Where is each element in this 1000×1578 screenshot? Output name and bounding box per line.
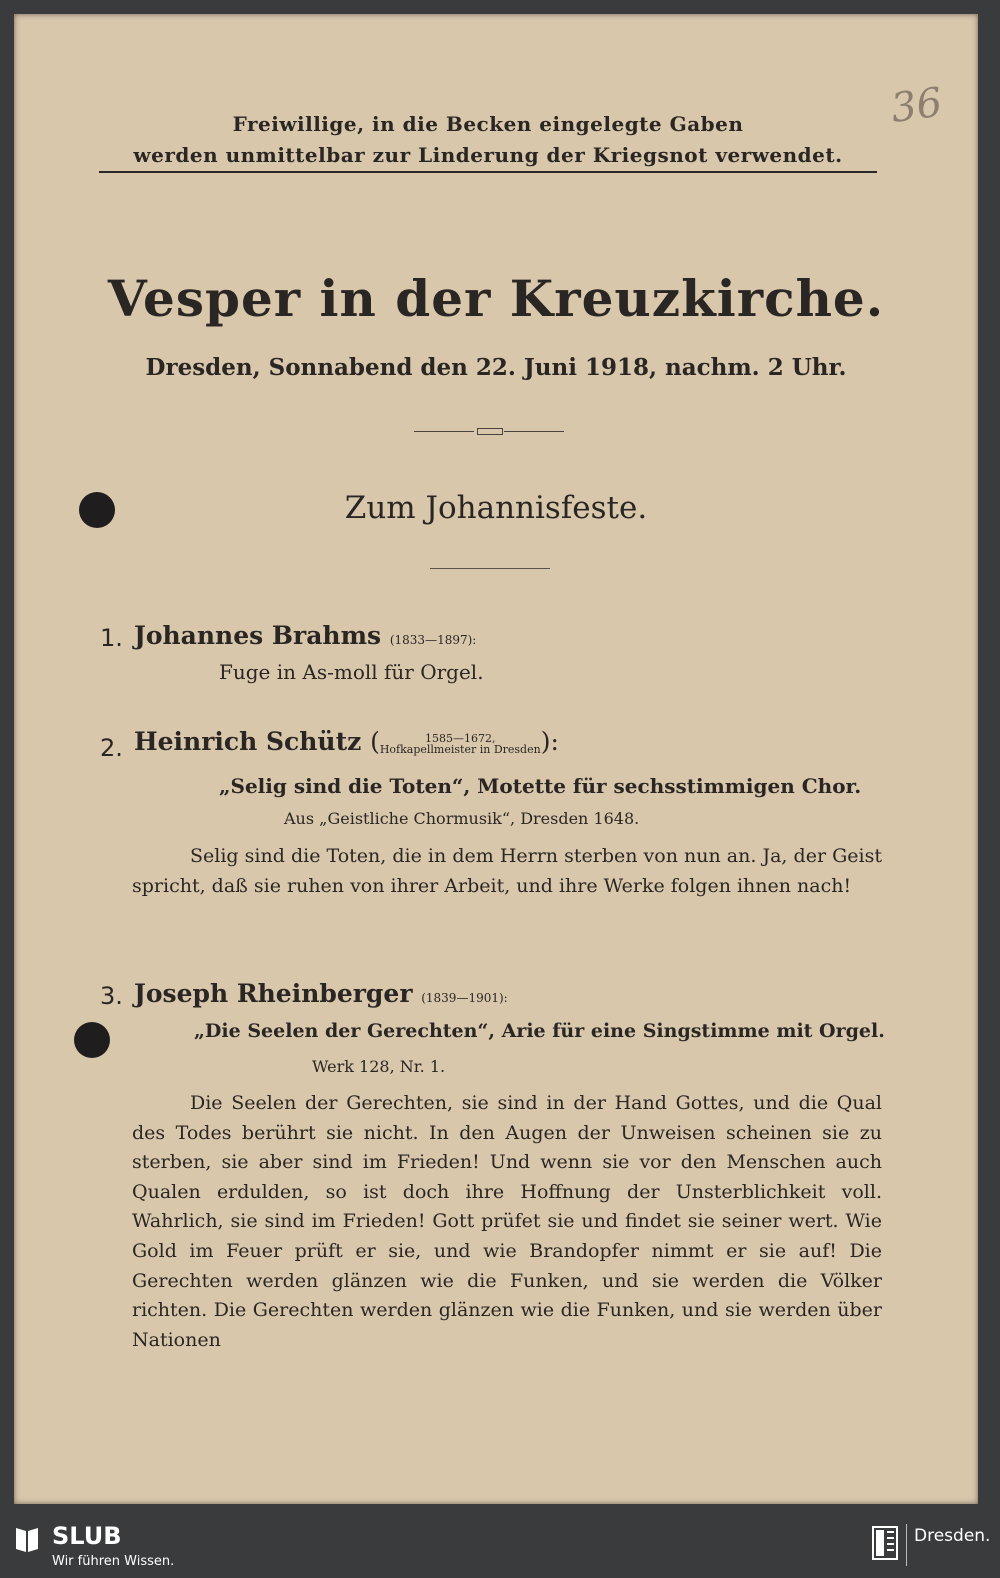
composer-name xyxy=(134,621,476,650)
punch-hole-bottom xyxy=(74,1022,110,1058)
book-icon xyxy=(14,1524,40,1554)
work-source: Werk 128, Nr. 1. xyxy=(312,1057,446,1076)
section-divider xyxy=(430,568,550,569)
section-heading: Zum Johannisfeste. xyxy=(344,490,648,526)
work-title: Fuge in As-moll für Orgel. xyxy=(219,660,484,684)
slub-tagline: Wir führen Wissen. xyxy=(52,1554,175,1569)
composer-dates: (1839—1901): xyxy=(421,991,508,1005)
composer-name xyxy=(134,979,508,1008)
item-number: 1. xyxy=(100,624,123,652)
composer-name: Heinrich Schütz ( 1585—1672, Hofkapellmeister in Dresden): xyxy=(134,727,559,756)
item-number: 2. xyxy=(100,734,123,762)
dresden-crest-icon xyxy=(872,1526,898,1560)
item-number: 3. xyxy=(100,982,123,1010)
footer-separator xyxy=(906,1524,907,1566)
text-paragraph: Die Seelen der Gerechten, sie sind in der Hand Gottes, und die Qual des Todes berührt sie nicht. In den Augen der Unweisen scheinen sie zu sterben, sie aber sind im Frieden! Und wenn sie vor den Menschen auch Qualen erdulden, so ist doch ihre Hoffnung der Unsterblichkeit voll. Wahrlich, sie sind im Frieden! Gott prüfet sie und findet sie seiner wert. Wie Gold im Feuer prüft er sie, und wie Brandopfer nimmt er sie auf! Die Gerechten werden glänzen wie die Funken, und sie werden die Völker richten. Die Gerechten werden glänzen wie die Funken, und sie werden über Nationen xyxy=(132,1092,882,1351)
work-title: „Selig sind die Toten“, Motette für sechsstimmigen Chor. xyxy=(219,774,862,798)
composer-label: Joseph Rheinberger xyxy=(134,979,413,1008)
work-title: „Die Seelen der Gerechten“, Arie für eine Singstimme mit Orgel. xyxy=(194,1020,885,1042)
notice-divider xyxy=(99,171,877,173)
dresden-logo-text[interactable]: Dresden. xyxy=(914,1526,991,1546)
work-source: Aus „Geistliche Chormusik“, Dresden 1648. xyxy=(284,809,640,828)
viewer-footer xyxy=(0,1518,1000,1578)
slub-logo-text[interactable]: SLUB xyxy=(52,1522,122,1550)
archive-number-mark: 36 xyxy=(888,79,945,133)
composer-label: Johannes Brahms xyxy=(134,621,382,650)
notice-line-1: Freiwillige, in die Becken eingelegte Gaben xyxy=(232,112,744,136)
ornament-divider xyxy=(414,428,564,436)
donation-notice xyxy=(99,109,877,171)
notice-line-2: werden unmittelbar zur Linderung der Kriegsnot verwendet. xyxy=(133,143,843,167)
document-page xyxy=(14,14,978,1504)
page-title: Vesper in der Kreuzkirche. xyxy=(107,269,885,328)
event-date-line: Dresden, Sonnabend den 22. Juni 1918, nachm. 2 Uhr. xyxy=(145,354,847,381)
text-paragraph: Selig sind die Toten, die in dem Herrn sterben von nun an. Ja, der Geist spricht, daß sie ruhen von ihrer Arbeit, und ihre Werke folgen ihnen nach! xyxy=(132,845,882,897)
composer-dates: 1585—1672, Hofkapellmeister in Dresden xyxy=(379,731,541,756)
composer-dates: (1833—1897): xyxy=(389,633,477,647)
composer-label: Heinrich Schütz xyxy=(134,727,362,756)
